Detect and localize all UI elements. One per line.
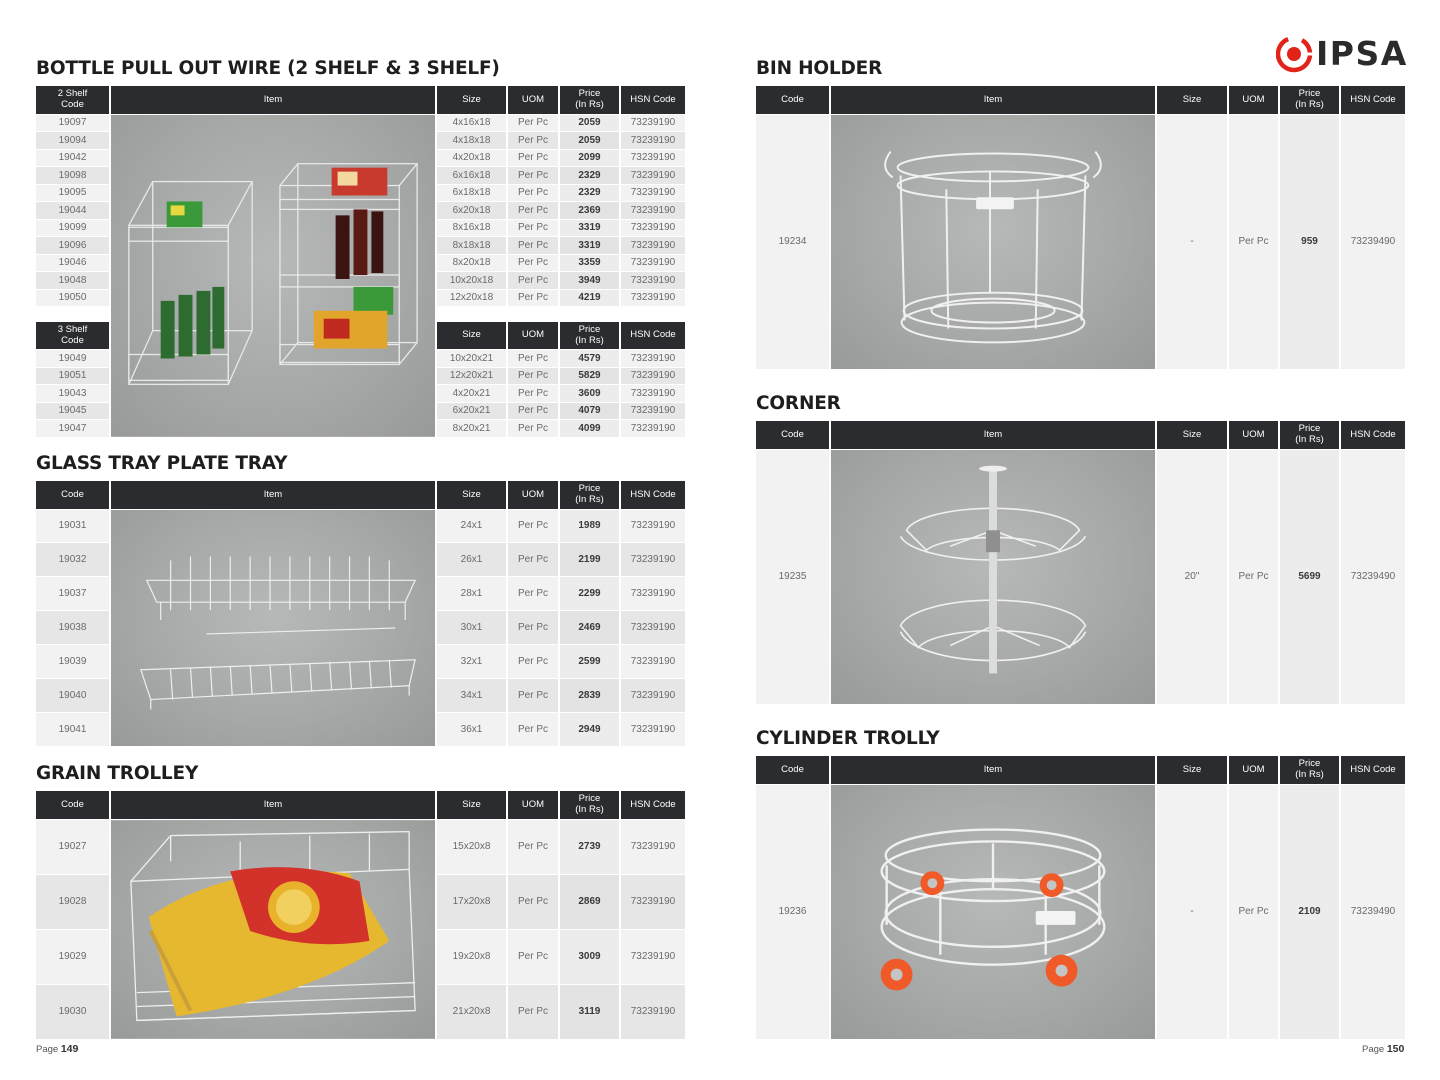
cell-hsn: 73239190 xyxy=(620,272,686,290)
col-header-hsn: HSN Code xyxy=(1340,756,1406,784)
grain-trolley-image-cell xyxy=(110,819,436,1039)
col-header-size: Size xyxy=(436,322,507,350)
table-header-row xyxy=(36,791,686,819)
cell-size: 12x20x21 xyxy=(436,367,507,385)
col-header-size: Size xyxy=(436,791,507,819)
cell-price: 5829 xyxy=(559,367,620,385)
cell-code: 19049 xyxy=(36,350,110,368)
cell-price: 2869 xyxy=(559,874,620,929)
cell-size: 6x20x21 xyxy=(436,402,507,420)
col-header-item: Item xyxy=(830,86,1156,114)
cell-uom: Per Pc xyxy=(507,819,559,874)
cell-price: 3609 xyxy=(559,385,620,403)
col-header-code: Code xyxy=(756,756,830,784)
col-header-price: Price (In Rs) xyxy=(1279,421,1340,449)
table-row xyxy=(36,509,686,543)
cell-hsn: 73239190 xyxy=(620,509,686,543)
bin-holder-table xyxy=(756,86,1407,370)
cell-code: 19038 xyxy=(36,611,110,645)
cell-price: 2739 xyxy=(559,819,620,874)
page-label: Page xyxy=(36,1044,59,1055)
cell-price: 2299 xyxy=(559,577,620,611)
cell-price: 2839 xyxy=(559,678,620,712)
cell-price: 2329 xyxy=(559,184,620,202)
cell-uom: Per Pc xyxy=(507,402,559,420)
table-header-row xyxy=(756,421,1406,449)
col-header-uom: UOM xyxy=(1228,756,1279,784)
cell-hsn: 73239190 xyxy=(620,819,686,874)
cell-price: 2949 xyxy=(559,712,620,746)
grain-trolley-table xyxy=(36,791,687,1040)
col-header-code: Code xyxy=(36,791,110,819)
cell-price: 3949 xyxy=(559,272,620,290)
col-header-price: Price (In Rs) xyxy=(1279,86,1340,114)
cylinder-trolly-photo xyxy=(831,785,1155,1039)
cell-hsn: 73239190 xyxy=(620,420,686,438)
col-header-price: Price (In Rs) xyxy=(559,481,620,509)
cell-hsn: 73239190 xyxy=(620,254,686,272)
cell-price: 3319 xyxy=(559,219,620,237)
cell-price: 3119 xyxy=(559,984,620,1039)
cell-price: 2469 xyxy=(559,611,620,645)
cell-price: 959 xyxy=(1279,114,1340,369)
cell-uom: Per Pc xyxy=(507,644,559,678)
col-header-item: Item xyxy=(110,481,436,509)
cell-size: 8x18x18 xyxy=(436,237,507,255)
col-header-hsn: HSN Code xyxy=(1340,86,1406,114)
cell-price: 2199 xyxy=(559,543,620,577)
cell-uom: Per Pc xyxy=(507,577,559,611)
cell-hsn: 73239190 xyxy=(620,577,686,611)
cell-price: 2059 xyxy=(559,114,620,132)
col-header-price: Price (In Rs) xyxy=(559,86,620,114)
cell-code: 19096 xyxy=(36,237,110,255)
cell-code: 19029 xyxy=(36,929,110,984)
col-header-hsn: HSN Code xyxy=(620,791,686,819)
cell-uom: Per Pc xyxy=(507,254,559,272)
cell-hsn: 73239190 xyxy=(620,289,686,307)
cell-size: 8x16x18 xyxy=(436,219,507,237)
cell-code: 19039 xyxy=(36,644,110,678)
cell-code: 19046 xyxy=(36,254,110,272)
cell-uom: Per Pc xyxy=(507,184,559,202)
cell-price: 5699 xyxy=(1279,449,1340,704)
col-header-code: Code xyxy=(36,481,110,509)
cell-uom: Per Pc xyxy=(507,149,559,167)
cell-price: 3319 xyxy=(559,237,620,255)
cell-uom: Per Pc xyxy=(507,984,559,1039)
cylinder-trolly-image-cell xyxy=(830,784,1156,1039)
cell-code: 19051 xyxy=(36,367,110,385)
cell-code: 19040 xyxy=(36,678,110,712)
cell-size: 32x1 xyxy=(436,644,507,678)
cell-code: 19098 xyxy=(36,167,110,185)
cell-size: 10x20x21 xyxy=(436,350,507,368)
cylinder-trolly-section-title: CYLINDER TROLLY xyxy=(756,728,940,749)
cell-size: 20" xyxy=(1156,449,1228,704)
col-header-hsn: HSN Code xyxy=(620,322,686,350)
col-header-uom: UOM xyxy=(507,481,559,509)
corner-carousel-icon xyxy=(831,450,1155,704)
cell-code: 19095 xyxy=(36,184,110,202)
glass-tray-image-cell xyxy=(110,509,436,746)
cell-size: 4x16x18 xyxy=(436,114,507,132)
bin-holder-section-title: BIN HOLDER xyxy=(756,58,883,79)
cell-hsn: 73239190 xyxy=(620,385,686,403)
corner-table xyxy=(756,421,1407,705)
cell-hsn: 73239190 xyxy=(620,874,686,929)
cylinder-trolly-icon xyxy=(831,785,1155,1039)
col-header-item: Item xyxy=(830,421,1156,449)
cell-price: 2369 xyxy=(559,202,620,220)
cell-size: 10x20x18 xyxy=(436,272,507,290)
cell-size: 30x1 xyxy=(436,611,507,645)
table-row xyxy=(756,114,1406,369)
cell-size: 19x20x8 xyxy=(436,929,507,984)
cell-size: 21x20x8 xyxy=(436,984,507,1039)
cell-hsn: 73239190 xyxy=(620,184,686,202)
page-number-right xyxy=(1362,1043,1404,1055)
bottle-2shelf-header-row xyxy=(36,86,686,114)
cell-size: 26x1 xyxy=(436,543,507,577)
cell-code: 19031 xyxy=(36,509,110,543)
cell-uom: Per Pc xyxy=(507,237,559,255)
bin-holder-photo xyxy=(831,115,1155,369)
cell-code: 19041 xyxy=(36,712,110,746)
cell-uom: Per Pc xyxy=(507,167,559,185)
table-header-row xyxy=(756,86,1406,114)
cell-price: 2099 xyxy=(559,149,620,167)
cell-code: 19030 xyxy=(36,984,110,1039)
cell-price: 2059 xyxy=(559,132,620,150)
cell-uom: Per Pc xyxy=(507,350,559,368)
cell-hsn: 73239190 xyxy=(620,202,686,220)
bottle-pull-out-wire-icon xyxy=(111,115,435,436)
cell-size: 4x20x18 xyxy=(436,149,507,167)
cell-hsn: 73239190 xyxy=(620,114,686,132)
col-header-size: Size xyxy=(436,86,507,114)
cylinder-trolly-table xyxy=(756,756,1407,1040)
cell-hsn: 73239190 xyxy=(620,712,686,746)
grain-trolley-section-title: GRAIN TROLLEY xyxy=(36,763,199,784)
cell-hsn: 73239190 xyxy=(620,929,686,984)
ipsa-logo-mark-icon xyxy=(1276,34,1314,74)
col-header-code: Code xyxy=(756,86,830,114)
col-header-hsn: HSN Code xyxy=(1340,421,1406,449)
cell-size: 15x20x8 xyxy=(436,819,507,874)
col-header-size: Size xyxy=(1156,756,1228,784)
col-header-2shelf-code: 2 Shelf Code xyxy=(36,86,110,114)
corner-photo xyxy=(831,450,1155,704)
cell-price: 4579 xyxy=(559,350,620,368)
glass-tray-table xyxy=(36,481,687,747)
col-header-hsn: HSN Code xyxy=(620,481,686,509)
cell-code: 19047 xyxy=(36,420,110,438)
cell-size: 6x16x18 xyxy=(436,167,507,185)
bin-holder-image-cell xyxy=(830,114,1156,369)
corner-section-title: CORNER xyxy=(756,393,841,414)
cell-hsn: 73239190 xyxy=(620,611,686,645)
cell-uom: Per Pc xyxy=(1228,449,1279,704)
col-header-price: Price (In Rs) xyxy=(559,322,620,350)
table-row xyxy=(36,819,686,874)
cell-code: 19235 xyxy=(756,449,830,704)
cell-size: 6x18x18 xyxy=(436,184,507,202)
cell-hsn: 73239190 xyxy=(620,543,686,577)
col-header-size: Size xyxy=(1156,86,1228,114)
glass-plate-tray-icon xyxy=(111,510,435,746)
bin-holder-stand-icon xyxy=(831,115,1155,369)
cell-uom: Per Pc xyxy=(507,611,559,645)
col-header-uom: UOM xyxy=(507,86,559,114)
ipsa-logo-text: IPSA xyxy=(1316,34,1408,73)
cell-uom: Per Pc xyxy=(507,385,559,403)
cell-price: 4079 xyxy=(559,402,620,420)
cell-uom: Per Pc xyxy=(507,367,559,385)
cell-uom: Per Pc xyxy=(507,929,559,984)
cell-uom: Per Pc xyxy=(507,289,559,307)
col-header-uom: UOM xyxy=(1228,421,1279,449)
cell-size: 8x20x18 xyxy=(436,254,507,272)
col-header-hsn: HSN Code xyxy=(620,86,686,114)
cell-hsn: 73239190 xyxy=(620,402,686,420)
cell-hsn: 73239490 xyxy=(1340,784,1406,1039)
grain-trolley-photo xyxy=(111,821,435,1038)
col-header-uom: UOM xyxy=(507,322,559,350)
cell-hsn: 73239490 xyxy=(1340,114,1406,369)
cell-price: 2599 xyxy=(559,644,620,678)
cell-hsn: 73239190 xyxy=(620,367,686,385)
cell-hsn: 73239490 xyxy=(1340,449,1406,704)
cell-code: 19097 xyxy=(36,114,110,132)
cell-price: 2109 xyxy=(1279,784,1340,1039)
table-header-row xyxy=(756,756,1406,784)
page-number: 149 xyxy=(60,1043,79,1055)
col-header-uom: UOM xyxy=(1228,86,1279,114)
cell-hsn: 73239190 xyxy=(620,984,686,1039)
cell-code: 19032 xyxy=(36,543,110,577)
cell-uom: Per Pc xyxy=(507,678,559,712)
cell-code: 19094 xyxy=(36,132,110,150)
bottle-section-title: BOTTLE PULL OUT WIRE (2 SHELF & 3 SHELF) xyxy=(36,58,500,79)
glass-tray-section-title: GLASS TRAY PLATE TRAY xyxy=(36,453,288,474)
cell-size: 8x20x21 xyxy=(436,420,507,438)
cell-price: 4099 xyxy=(559,420,620,438)
cell-code: 19044 xyxy=(36,202,110,220)
cell-price: 1989 xyxy=(559,509,620,543)
cell-code: 19050 xyxy=(36,289,110,307)
cell-hsn: 73239190 xyxy=(620,350,686,368)
cell-hsn: 73239190 xyxy=(620,219,686,237)
cell-uom: Per Pc xyxy=(507,543,559,577)
table-header-row xyxy=(36,481,686,509)
ipsa-logo xyxy=(1276,34,1406,74)
cell-uom: Per Pc xyxy=(507,712,559,746)
col-header-uom: UOM xyxy=(507,791,559,819)
page-number-left xyxy=(36,1043,78,1055)
cell-code: 19037 xyxy=(36,577,110,611)
cell-size: 4x20x21 xyxy=(436,385,507,403)
cell-price: 4219 xyxy=(559,289,620,307)
page-number: 150 xyxy=(1386,1043,1405,1055)
cell-uom: Per Pc xyxy=(507,272,559,290)
cell-uom: Per Pc xyxy=(507,219,559,237)
cell-uom: Per Pc xyxy=(507,874,559,929)
cell-hsn: 73239190 xyxy=(620,644,686,678)
cell-size: - xyxy=(1156,784,1228,1039)
cell-code: 19048 xyxy=(36,272,110,290)
cell-size: 34x1 xyxy=(436,678,507,712)
cell-hsn: 73239190 xyxy=(620,132,686,150)
cell-hsn: 73239190 xyxy=(620,149,686,167)
cell-size: - xyxy=(1156,114,1228,369)
bottle-pull-out-image-cell xyxy=(110,114,436,437)
cell-size: 6x20x18 xyxy=(436,202,507,220)
col-header-3shelf-code: 3 Shelf Code xyxy=(36,322,110,350)
col-header-code: Code xyxy=(756,421,830,449)
col-header-price: Price (In Rs) xyxy=(559,791,620,819)
cell-size: 24x1 xyxy=(436,509,507,543)
cell-uom: Per Pc xyxy=(1228,784,1279,1039)
cell-hsn: 73239190 xyxy=(620,237,686,255)
cell-code: 19236 xyxy=(756,784,830,1039)
cell-hsn: 73239190 xyxy=(620,678,686,712)
cell-uom: Per Pc xyxy=(507,114,559,132)
page-label: Page xyxy=(1362,1044,1385,1055)
bottle-pull-out-table xyxy=(36,86,687,438)
cell-hsn: 73239190 xyxy=(620,167,686,185)
col-header-item: Item xyxy=(110,791,436,819)
cell-uom: Per Pc xyxy=(507,509,559,543)
cell-code: 19099 xyxy=(36,219,110,237)
grain-trolley-basket-icon xyxy=(111,821,435,1038)
cell-size: 12x20x18 xyxy=(436,289,507,307)
col-header-item: Item xyxy=(110,86,436,114)
cell-price: 2329 xyxy=(559,167,620,185)
cell-uom: Per Pc xyxy=(1228,114,1279,369)
col-header-item: Item xyxy=(830,756,1156,784)
table-row xyxy=(756,449,1406,704)
cell-price: 3009 xyxy=(559,929,620,984)
col-header-size: Size xyxy=(1156,421,1228,449)
col-header-price: Price (In Rs) xyxy=(1279,756,1340,784)
cell-code: 19042 xyxy=(36,149,110,167)
cell-code: 19027 xyxy=(36,819,110,874)
table-row xyxy=(36,114,686,132)
corner-image-cell xyxy=(830,449,1156,704)
cell-uom: Per Pc xyxy=(507,132,559,150)
table-row xyxy=(756,784,1406,1039)
cell-code: 19028 xyxy=(36,874,110,929)
cell-size: 28x1 xyxy=(436,577,507,611)
col-header-size: Size xyxy=(436,481,507,509)
cell-uom: Per Pc xyxy=(507,202,559,220)
cell-code: 19045 xyxy=(36,402,110,420)
cell-uom: Per Pc xyxy=(507,420,559,438)
bottle-pull-out-photo xyxy=(111,115,435,436)
cell-code: 19043 xyxy=(36,385,110,403)
glass-tray-photo xyxy=(111,510,435,746)
cell-code: 19234 xyxy=(756,114,830,369)
cell-price: 3359 xyxy=(559,254,620,272)
cell-size: 17x20x8 xyxy=(436,874,507,929)
cell-size: 4x18x18 xyxy=(436,132,507,150)
cell-size: 36x1 xyxy=(436,712,507,746)
